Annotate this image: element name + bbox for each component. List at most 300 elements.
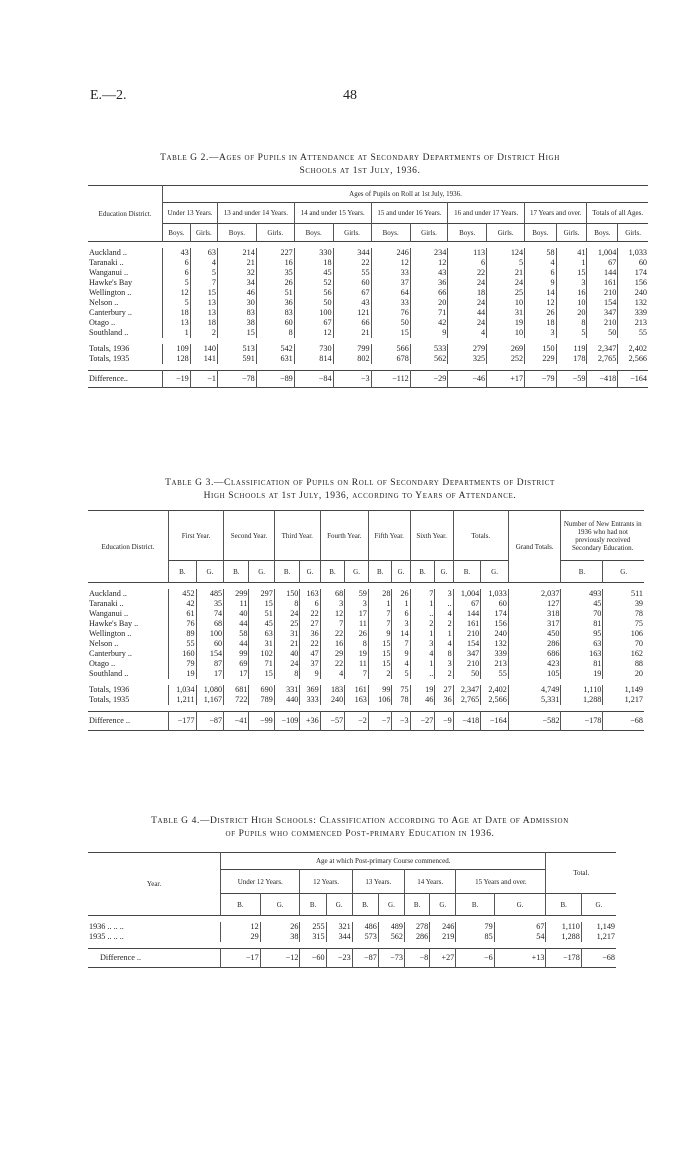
cell-value: 76 [371, 308, 410, 318]
cell-value: 19 [169, 669, 197, 679]
cell-value: 240 [320, 695, 344, 705]
cell-value: 43 [163, 248, 191, 258]
cell-value: 799 [333, 344, 371, 354]
b-header: B. [221, 894, 261, 916]
cell-value: 252 [487, 354, 525, 364]
g-header: G. [392, 561, 410, 583]
cell-value: 174 [481, 609, 509, 619]
cell-value: 20 [603, 669, 644, 679]
cell-value: 161 [345, 685, 369, 695]
cell-value: +36 [300, 712, 320, 731]
cell-value: 7 [410, 589, 435, 599]
cell-value: 60 [256, 318, 294, 328]
girls-header: Girls. [190, 224, 217, 242]
cell-value: 1,080 [196, 685, 224, 695]
cell-value: 2 [435, 619, 453, 629]
cell-value: 22 [333, 258, 371, 268]
cell-value: 14 [525, 288, 556, 298]
cell-value: 63 [561, 639, 603, 649]
cell-value: 5 [163, 298, 191, 308]
boys-header: Boys. [163, 224, 191, 242]
g-header: G. [435, 561, 453, 583]
table-row [88, 268, 648, 278]
difference-row [88, 712, 644, 731]
cell-value: 22 [448, 268, 487, 278]
b-header: B. [300, 894, 326, 916]
g-header: G. [345, 561, 369, 583]
cell-value: 542 [256, 344, 294, 354]
cell-value: 60 [333, 278, 371, 288]
cell-value: 11 [345, 619, 369, 629]
cell-value: 18 [525, 318, 556, 328]
cell-value: 13 [190, 298, 217, 308]
cell-value: 1 [435, 629, 453, 639]
cell-value: 19 [561, 669, 603, 679]
cell-value: 14 [392, 629, 410, 639]
cell-value: 67 [294, 318, 333, 328]
table-row [88, 328, 648, 338]
row-label: Hawke's Bay [89, 278, 133, 287]
cell-value: 317 [508, 619, 561, 629]
row-label: Canterbury .. [89, 308, 132, 317]
girls-header: Girls. [410, 224, 448, 242]
table-g3-title: Table G 3.—Classification of Pupils on Roll of Secondary Departments of District High Schools at 1st July, 1936, according to Years of Attendance. [165, 478, 555, 501]
cell-value: 9 [368, 629, 392, 639]
table-row [88, 619, 644, 629]
cell-value: 8 [256, 328, 294, 338]
cell-value: 24 [274, 609, 300, 619]
cell-value: 16 [256, 258, 294, 268]
cell-value: +17 [487, 371, 525, 388]
cell-value: 150 [274, 589, 300, 599]
cell-value: 50 [371, 318, 410, 328]
cell-value: 2,347 [587, 344, 618, 354]
cell-value: 493 [561, 589, 603, 599]
new-entrants-header: Number of New Entrants in 1936 who had not previously received Secondary Education. [561, 511, 644, 561]
cell-value: 1,288 [546, 932, 581, 942]
cell-value: 121 [333, 308, 371, 318]
cell-value: 40 [224, 609, 249, 619]
table-row [88, 629, 644, 639]
cell-value: 4 [435, 639, 453, 649]
difference-row [88, 371, 648, 388]
cell-value: 63 [190, 248, 217, 258]
row-label: Totals, 1935 [89, 354, 130, 363]
cell-value: 4 [435, 609, 453, 619]
cell-value: 573 [352, 932, 378, 942]
cell-value: 51 [256, 288, 294, 298]
cell-value: 513 [217, 344, 256, 354]
cell-value: −1 [190, 371, 217, 388]
cell-value: 58 [525, 248, 556, 258]
table-row [88, 932, 616, 942]
cell-value: −23 [326, 949, 352, 968]
row-label: Difference .. [100, 953, 141, 962]
cell-value: 64 [371, 288, 410, 298]
cell-value: 26 [345, 629, 369, 639]
cell-value: 7 [392, 639, 410, 649]
cell-value: 13 [190, 308, 217, 318]
cell-value: 10 [556, 298, 587, 308]
group-header: 15 Years and over. [456, 870, 546, 894]
cell-value: 347 [453, 649, 481, 659]
cell-value: 1 [163, 328, 191, 338]
cell-value: 21 [333, 328, 371, 338]
cell-value: 22 [320, 629, 344, 639]
cell-value: 22 [300, 609, 320, 619]
cell-value: 51 [249, 609, 274, 619]
cell-value: 2 [410, 619, 435, 629]
row-label: Totals, 1935 [89, 695, 130, 704]
cell-value: 2,765 [453, 695, 481, 705]
b-header: B. [546, 894, 581, 916]
page-number: 48 [343, 88, 357, 103]
cell-value: 150 [525, 344, 556, 354]
cell-value: 5 [190, 268, 217, 278]
cell-value: 1,149 [581, 922, 616, 932]
cell-value: 2,347 [453, 685, 481, 695]
cell-value: 12 [410, 258, 448, 268]
cell-value: 183 [320, 685, 344, 695]
cell-value: 83 [217, 308, 256, 318]
table-row [88, 669, 644, 679]
cell-value: 76 [169, 619, 197, 629]
b-header: B. [169, 561, 197, 583]
cell-value: 339 [618, 308, 648, 318]
cell-value: 286 [508, 639, 561, 649]
row-label: Otago .. [89, 659, 116, 668]
cell-value: 35 [256, 268, 294, 278]
cell-value: 246 [371, 248, 410, 258]
cell-value: 240 [618, 288, 648, 298]
row-label: Nelson .. [89, 298, 119, 307]
cell-value: 12 [221, 922, 261, 932]
cell-value: 2,402 [618, 344, 648, 354]
cell-value: 681 [224, 685, 249, 695]
cell-value: 18 [190, 318, 217, 328]
cell-value: 24 [274, 659, 300, 669]
cell-value: 61 [169, 609, 197, 619]
cell-value: 12 [525, 298, 556, 308]
cell-value: 78 [392, 695, 410, 705]
b-header: B. [561, 561, 603, 583]
cell-value: 299 [224, 589, 249, 599]
cell-value: .. [435, 599, 453, 609]
cell-value: 1,288 [561, 695, 603, 705]
cell-value: 56 [294, 288, 333, 298]
cell-value: 30 [217, 298, 256, 308]
girls-header: Girls. [256, 224, 294, 242]
cell-value: 18 [448, 288, 487, 298]
cell-value: 339 [481, 649, 509, 659]
cell-value: 4 [320, 669, 344, 679]
group-header: First Year. [169, 511, 224, 561]
cell-value: 6 [163, 268, 191, 278]
cell-value: 50 [587, 328, 618, 338]
cell-value: 13 [163, 318, 191, 328]
cell-value: 279 [448, 344, 487, 354]
cell-value: 63 [249, 629, 274, 639]
cell-value: 450 [508, 629, 561, 639]
cell-value: 6 [448, 258, 487, 268]
group-header: 17 Years and over. [525, 203, 587, 224]
cell-value: .. [410, 669, 435, 679]
g-header: G. [430, 894, 456, 916]
cell-value: 50 [294, 298, 333, 308]
cell-value: −418 [453, 712, 481, 731]
cell-value: 36 [300, 629, 320, 639]
cell-value: 67 [333, 288, 371, 298]
row-label: Totals, 1936 [89, 344, 130, 353]
cell-value: 333 [300, 695, 320, 705]
cell-value: 163 [345, 695, 369, 705]
cell-value: 1 [556, 258, 587, 268]
cell-value: 318 [508, 609, 561, 619]
cell-value: −9 [435, 712, 453, 731]
cell-value: 83 [256, 308, 294, 318]
cell-value: 1 [410, 659, 435, 669]
cell-value: −89 [256, 371, 294, 388]
group-header: 14 and under 15 Years. [294, 203, 371, 224]
cell-value: 3 [345, 599, 369, 609]
g-header: G. [300, 561, 320, 583]
cell-value: 255 [300, 922, 326, 932]
cell-value: 227 [256, 248, 294, 258]
cell-value: 32 [217, 268, 256, 278]
group-header: Fifth Year. [368, 511, 410, 561]
cell-value: 52 [294, 278, 333, 288]
cell-value: 1,110 [561, 685, 603, 695]
span-header: Ages of Pupils on Roll at 1st July, 1936. [163, 186, 649, 203]
cell-value: 1 [410, 599, 435, 609]
cell-value: 533 [410, 344, 448, 354]
cell-value: −87 [352, 949, 378, 968]
row-label: 1935 .. .. .. [89, 932, 124, 941]
cell-value: 156 [481, 619, 509, 629]
group-header: 13 Years. [352, 870, 404, 894]
cell-value: 234 [410, 248, 448, 258]
cell-value: 2,566 [481, 695, 509, 705]
cell-value: 34 [217, 278, 256, 288]
cell-value: 60 [196, 639, 224, 649]
cell-value: −7 [368, 712, 392, 731]
row-label: Taranaki .. [89, 599, 124, 608]
cell-value: 18 [294, 258, 333, 268]
cell-value: 6 [392, 609, 410, 619]
row-label: Wellington .. [89, 629, 132, 638]
cell-value: .. [410, 609, 435, 619]
cell-value: 124 [487, 248, 525, 258]
cell-value: 11 [224, 599, 249, 609]
cell-value: 41 [556, 248, 587, 258]
cell-value: 161 [453, 619, 481, 629]
cell-value: 38 [260, 932, 300, 942]
cell-value: 43 [410, 268, 448, 278]
cell-value: 55 [618, 328, 648, 338]
cell-value: 210 [453, 629, 481, 639]
cell-value: 9 [392, 649, 410, 659]
cell-value: 100 [294, 308, 333, 318]
cell-value: 59 [345, 589, 369, 599]
table-row [88, 318, 648, 328]
cell-value: 1,033 [481, 589, 509, 599]
cell-value: 40 [274, 649, 300, 659]
cell-value: −41 [224, 712, 249, 731]
cell-value: 81 [561, 659, 603, 669]
cell-value: 4,749 [508, 685, 561, 695]
cell-value: 485 [196, 589, 224, 599]
cell-value: 631 [256, 354, 294, 364]
district-header: Education District. [98, 209, 152, 218]
cell-value: 4 [392, 659, 410, 669]
cell-value: −17 [221, 949, 261, 968]
cell-value: 3 [435, 589, 453, 599]
difference-row [88, 949, 616, 968]
group-header: Totals of all Ages. [587, 203, 648, 224]
cell-value: −3 [333, 371, 371, 388]
cell-value: 802 [333, 354, 371, 364]
cell-value: 11 [345, 659, 369, 669]
cell-value: 102 [249, 649, 274, 659]
cell-value: 21 [487, 268, 525, 278]
cell-value: 8 [274, 669, 300, 679]
cell-value: 127 [508, 599, 561, 609]
girls-header: Girls. [618, 224, 648, 242]
cell-value: 31 [487, 308, 525, 318]
cell-value: 8 [556, 318, 587, 328]
cell-value: 46 [217, 288, 256, 298]
cell-value: 33 [371, 268, 410, 278]
cell-value: −79 [525, 371, 556, 388]
cell-value: 50 [453, 669, 481, 679]
cell-value: 39 [603, 599, 644, 609]
row-label: Hawke's Bay .. [89, 619, 139, 628]
cell-value: 154 [587, 298, 618, 308]
cell-value: 45 [294, 268, 333, 278]
row-label: Difference .. [89, 716, 130, 725]
cell-value: 31 [274, 629, 300, 639]
cell-value: 71 [410, 308, 448, 318]
cell-value: 99 [368, 685, 392, 695]
cell-value: 26 [392, 589, 410, 599]
table-row [88, 599, 644, 609]
b-header: B. [224, 561, 249, 583]
cell-value: 78 [603, 609, 644, 619]
cell-value: 100 [196, 629, 224, 639]
cell-value: 36 [410, 278, 448, 288]
cell-value: −164 [481, 712, 509, 731]
table-row [88, 248, 648, 258]
cell-value: −87 [196, 712, 224, 731]
cell-value: 99 [224, 649, 249, 659]
cell-value: 3 [320, 599, 344, 609]
cell-value: 74 [196, 609, 224, 619]
cell-value: 119 [556, 344, 587, 354]
cell-value: 42 [410, 318, 448, 328]
cell-value: 2,566 [618, 354, 648, 364]
cell-value: 246 [430, 922, 456, 932]
cell-value: 67 [587, 258, 618, 268]
cell-value: −68 [603, 712, 644, 731]
table-row [88, 298, 648, 308]
cell-value: 12 [320, 609, 344, 619]
cell-value: 6 [163, 258, 191, 268]
cell-value: 6 [300, 599, 320, 609]
cell-value: 286 [404, 932, 429, 942]
cell-value: −178 [561, 712, 603, 731]
cell-value: 423 [508, 659, 561, 669]
row-label: Auckland .. [89, 248, 127, 257]
table-g2-title: Table G 2.—Ages of Pupils in Attendance at Secondary Departments of District High Schools at 1st July, 1936. [160, 153, 560, 176]
group-header: 14 Years. [404, 870, 455, 894]
cell-value: 2 [435, 669, 453, 679]
cell-value: −12 [260, 949, 300, 968]
cell-value: 75 [603, 619, 644, 629]
cell-value: 162 [603, 649, 644, 659]
cell-value: 26 [256, 278, 294, 288]
cell-value: 160 [169, 649, 197, 659]
cell-value: 10 [487, 328, 525, 338]
cell-value: 31 [249, 639, 274, 649]
cell-value: 71 [249, 659, 274, 669]
cell-value: 213 [481, 659, 509, 669]
row-label: Nelson .. [89, 639, 119, 648]
cell-value: 1,033 [618, 248, 648, 258]
table-g2 [88, 185, 648, 388]
cell-value: 44 [224, 619, 249, 629]
g-header: G. [481, 561, 509, 583]
group-header: Fourth Year. [320, 511, 368, 561]
cell-value: 321 [326, 922, 352, 932]
table-g4 [88, 852, 616, 968]
cell-value: 15 [190, 288, 217, 298]
group-header: Second Year. [224, 511, 275, 561]
cell-value: −19 [163, 371, 191, 388]
cell-value: 2 [190, 328, 217, 338]
row-label: 1936 .. .. .. [89, 922, 124, 931]
cell-value: 452 [169, 589, 197, 599]
cell-value: 566 [371, 344, 410, 354]
cell-value: 219 [430, 932, 456, 942]
cell-value: 55 [481, 669, 509, 679]
cell-value: 27 [435, 685, 453, 695]
cell-value: −109 [274, 712, 300, 731]
cell-value: 46 [410, 695, 435, 705]
cell-value: 109 [163, 344, 191, 354]
cell-value: 106 [603, 629, 644, 639]
cell-value: 15 [217, 328, 256, 338]
g-header: G. [249, 561, 274, 583]
cell-value: 315 [300, 932, 326, 942]
cell-value: 1 [368, 599, 392, 609]
cell-value: 210 [587, 288, 618, 298]
cell-value: 154 [453, 639, 481, 649]
cell-value: 562 [410, 354, 448, 364]
cell-value: 70 [561, 609, 603, 619]
cell-value: 28 [368, 589, 392, 599]
b-header: B. [404, 894, 429, 916]
cell-value: 37 [300, 659, 320, 669]
cell-value: 85 [456, 932, 494, 942]
cell-value: 79 [456, 922, 494, 932]
cell-value: 814 [294, 354, 333, 364]
g-header: G. [581, 894, 616, 916]
cell-value: 24 [448, 298, 487, 308]
row-label: Totals, 1936 [89, 685, 130, 694]
cell-value: 1,167 [196, 695, 224, 705]
cell-value: 489 [378, 922, 404, 932]
cell-value: 45 [561, 599, 603, 609]
